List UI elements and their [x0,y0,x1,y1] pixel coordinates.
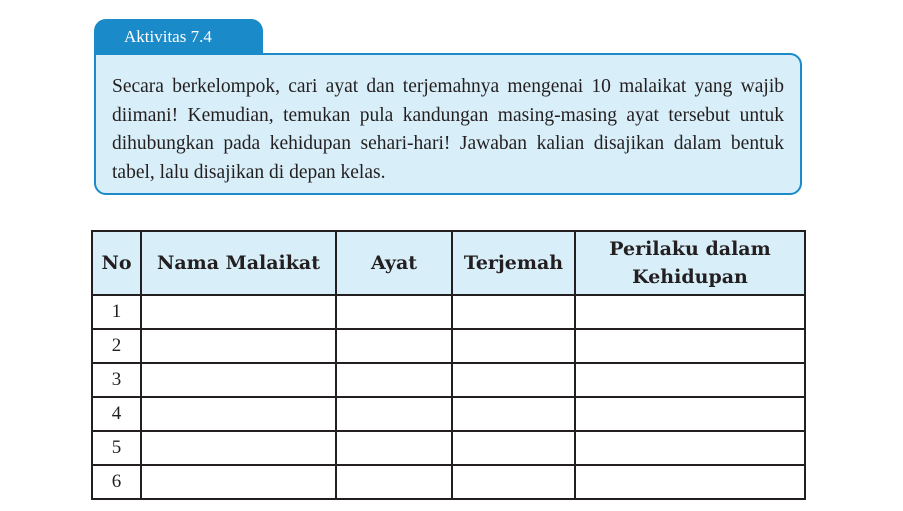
header-nama-malaikat: Nama Malaikat [141,231,336,295]
cell-perilaku [575,397,805,431]
table-row [92,329,805,363]
cell-perilaku [575,363,805,397]
row-number: 2 [92,329,141,363]
table-row [92,431,805,465]
header-ayat: Ayat [336,231,452,295]
activity-title: Aktivitas 7.4 [124,27,212,46]
row-number: 6 [92,465,141,499]
cell-perilaku [575,295,805,329]
cell-nama-malaikat [141,397,336,431]
cell-terjemah [452,329,575,363]
cell-terjemah [452,431,575,465]
header-no: No [92,231,141,295]
cell-ayat [336,431,452,465]
row-number: 4 [92,397,141,431]
cell-terjemah [452,465,575,499]
cell-nama-malaikat [141,295,336,329]
activity-instruction-text: Secara berkelompok, cari ayat dan terjemahnya mengenai 10 malaikat yang wajib diimani! Kemudian, temukan pula kandungan masing-masing ayat tersebut untuk dihubungkan pada kehidupan sehari-hari! Jawaban kalian disajikan dalam bentuk tabel, lalu disajikan di depan kelas. [112,76,784,183]
header-perilaku: Perilaku dalam Kehidupan [575,231,805,295]
cell-terjemah [452,363,575,397]
cell-nama-malaikat [141,465,336,499]
activity-instruction-box [94,53,802,195]
row-number: 1 [92,295,141,329]
cell-ayat [336,329,452,363]
cell-perilaku [575,465,805,499]
cell-nama-malaikat [141,431,336,465]
table-row [92,397,805,431]
cell-terjemah [452,295,575,329]
header-terjemah: Terjemah [452,231,575,295]
table-row [92,465,805,499]
table-row [92,295,805,329]
table-row [92,363,805,397]
activity-table [91,230,806,500]
row-number: 3 [92,363,141,397]
cell-perilaku [575,329,805,363]
cell-nama-malaikat [141,329,336,363]
cell-nama-malaikat [141,363,336,397]
cell-ayat [336,397,452,431]
activity-title-tab [94,19,263,55]
cell-terjemah [452,397,575,431]
row-number: 5 [92,431,141,465]
table-header-row [92,231,805,295]
cell-perilaku [575,431,805,465]
cell-ayat [336,295,452,329]
cell-ayat [336,363,452,397]
cell-ayat [336,465,452,499]
